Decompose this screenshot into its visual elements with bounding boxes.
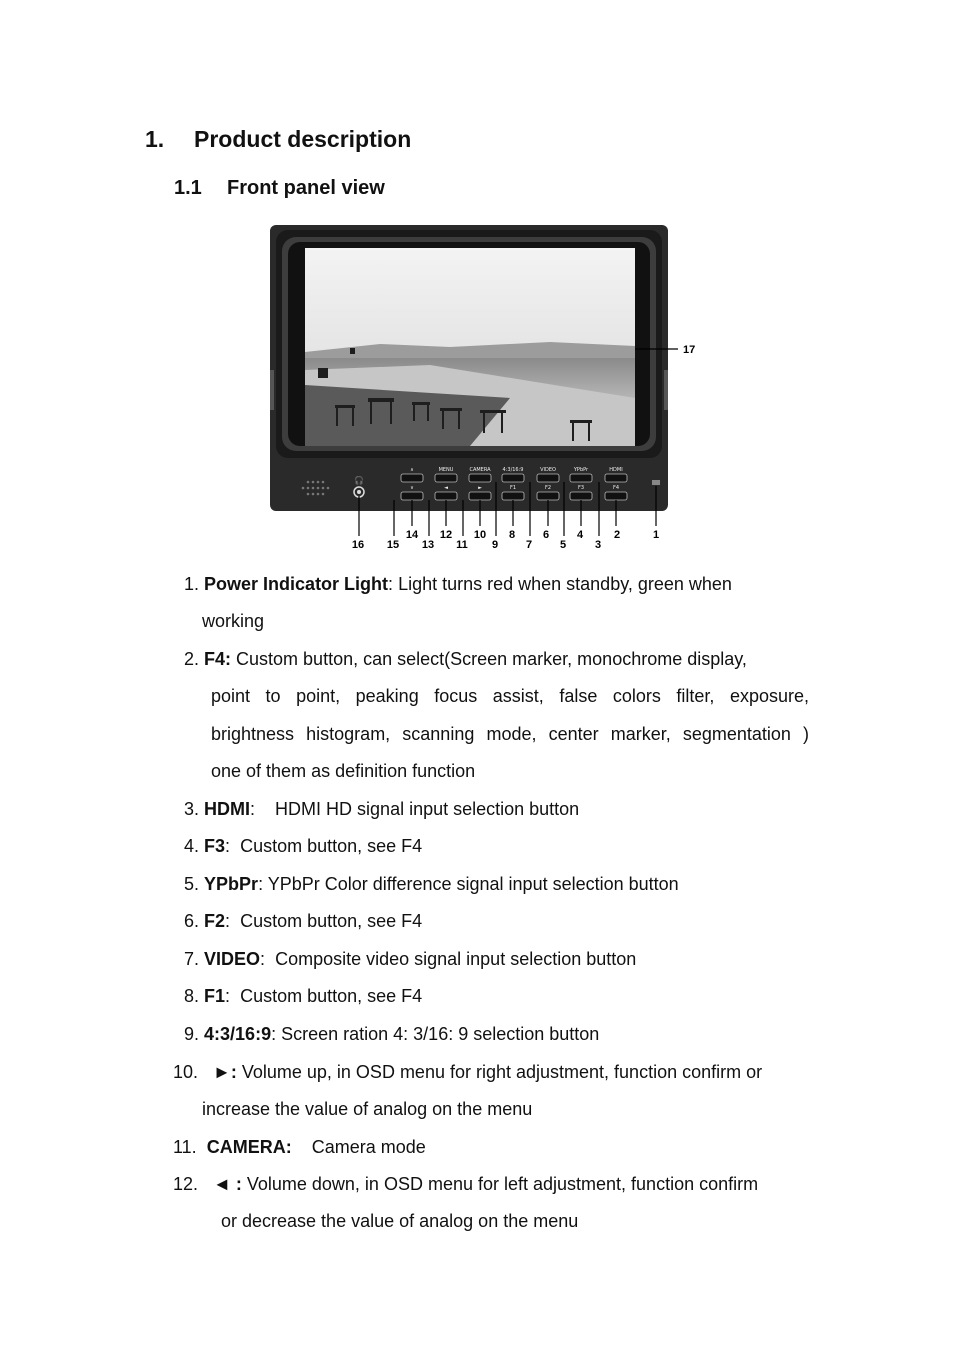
subsection-heading (174, 177, 385, 200)
callout-number: 16 (351, 539, 365, 551)
section-title: Product description (194, 126, 412, 152)
item-label: ◄ : (213, 1174, 242, 1194)
item-label: F1 (204, 986, 226, 1006)
list-item-continuation: increase the value of analog on the menu (202, 1099, 533, 1119)
subsection-number: 1.1 (174, 177, 202, 199)
callout-number: 14 (405, 529, 419, 541)
panel-button-label: ◄ (444, 485, 448, 491)
section-heading (145, 126, 411, 153)
callout-number: 5 (559, 539, 567, 551)
item-text: Volume down, in OSD menu for left adjustment, function confirm (241, 1174, 759, 1194)
list-item-continuation: working (202, 611, 265, 631)
panel-button-label: 4:3/16:9 (502, 467, 524, 473)
item-label: F4: (204, 649, 232, 669)
list-item (184, 1016, 599, 1054)
callout-number: 4 (576, 529, 584, 541)
callout-number: 15 (386, 539, 400, 551)
callout-number: 2 (613, 529, 621, 541)
panel-button-label: ► (478, 485, 482, 491)
callout-number: 8 (508, 529, 516, 541)
callout-number: 11 (456, 539, 468, 551)
panel-button-top (469, 467, 491, 482)
panel-button-label: HDMI (609, 467, 623, 473)
list-item (173, 1166, 758, 1204)
item-label: ►: (213, 1062, 237, 1082)
item-number: 2. (184, 649, 200, 669)
svg-text:🎧: 🎧 (354, 476, 364, 485)
list-item (184, 566, 732, 604)
item-label: YPbPr (204, 874, 259, 894)
callout-number: 3 (594, 539, 602, 551)
item-text: Light turns red when standby, green when (393, 574, 732, 594)
item-label: 4:3/16:9 (204, 1024, 272, 1044)
item-separator: : (225, 836, 231, 856)
item-text: Composite video signal input selection button (265, 949, 637, 969)
screen-image (305, 248, 635, 446)
monitor-front-panel-illustration (250, 220, 710, 560)
item-text: Custom button, can select(Screen marker, monochrome display, (231, 649, 747, 669)
callout-number: 1 (652, 529, 660, 541)
callout-number: 7 (525, 539, 533, 551)
panel-button-top (502, 467, 524, 482)
item-text: Screen ration 4: 3/16: 9 selection button (276, 1024, 600, 1044)
panel-button-label: MENU (438, 467, 454, 473)
item-number: 5. (184, 874, 200, 894)
item-text: Custom button, see F4 (230, 911, 423, 931)
item-separator: : (225, 986, 231, 1006)
item-separator: : (258, 874, 264, 894)
item-separator: : (271, 1024, 277, 1044)
panel-button-label: VIDEO (540, 467, 556, 473)
subsection-title: Front panel view (227, 177, 385, 199)
item-label: Power Indicator Light (204, 574, 389, 594)
item-label: F3 (204, 836, 226, 856)
list-item (184, 903, 422, 941)
list-item (184, 791, 579, 829)
list-item (184, 941, 636, 979)
callout-number: 9 (491, 539, 499, 551)
item-number: 12. (173, 1174, 199, 1194)
list-item (173, 1054, 762, 1092)
panel-button-label: CAMERA (469, 467, 491, 473)
item-separator: : (225, 911, 231, 931)
item-text: HDMI HD signal input selection button (255, 799, 580, 819)
section-number: 1. (145, 126, 165, 152)
item-text: Volume up, in OSD menu for right adjustment, function confirm or (236, 1062, 763, 1082)
list-item-continuation: point to point, peaking focus assist, false colors filter, exposure, (211, 686, 809, 706)
panel-button-top (537, 467, 559, 482)
item-number: 4. (184, 836, 200, 856)
panel-button-label: F2 (544, 485, 552, 491)
list-item (184, 866, 679, 904)
callout-number: 12 (439, 529, 453, 541)
front-panel-figure (250, 220, 710, 560)
list-item (184, 641, 747, 679)
item-number: 3. (184, 799, 200, 819)
item-text: Custom button, see F4 (230, 836, 423, 856)
panel-button-label: F3 (577, 485, 585, 491)
callout-number: 13 (421, 539, 435, 551)
callout-number: 6 (542, 529, 550, 541)
item-text: Custom button, see F4 (230, 986, 423, 1006)
panel-button-label: ∨ (410, 485, 414, 491)
item-number: 7. (184, 949, 200, 969)
panel-button-label: ∧ (410, 467, 414, 473)
callout-number: 17 (683, 344, 696, 356)
item-label: F2 (204, 911, 226, 931)
item-text: Camera mode (291, 1137, 426, 1157)
item-number: 6. (184, 911, 200, 931)
item-separator: : (388, 574, 394, 594)
item-separator: : (260, 949, 266, 969)
callout-number: 10 (473, 529, 487, 541)
item-label: VIDEO (204, 949, 261, 969)
list-item-continuation: or decrease the value of analog on the menu (221, 1211, 579, 1231)
item-number: 1. (184, 574, 200, 594)
panel-button-label: YPbPr (573, 467, 589, 473)
panel-button-label: F4 (612, 485, 620, 491)
item-number: 9. (184, 1024, 200, 1044)
item-label: CAMERA: (206, 1137, 292, 1157)
list-item (184, 828, 422, 866)
item-text: YPbPr Color difference signal input selection button (263, 874, 679, 894)
list-item (184, 978, 422, 1016)
item-number: 10. (173, 1062, 199, 1082)
list-item-continuation: one of them as definition function (211, 761, 476, 781)
item-label: HDMI (204, 799, 251, 819)
item-number: 8. (184, 986, 200, 1006)
list-item-continuation: brightness histogram, scanning mode, center marker, segmentation ) (211, 724, 809, 744)
panel-button-label: F1 (509, 485, 517, 491)
item-number: 11. (173, 1137, 197, 1157)
list-item (173, 1129, 426, 1167)
power-indicator-light (652, 480, 660, 485)
item-separator: : (250, 799, 256, 819)
